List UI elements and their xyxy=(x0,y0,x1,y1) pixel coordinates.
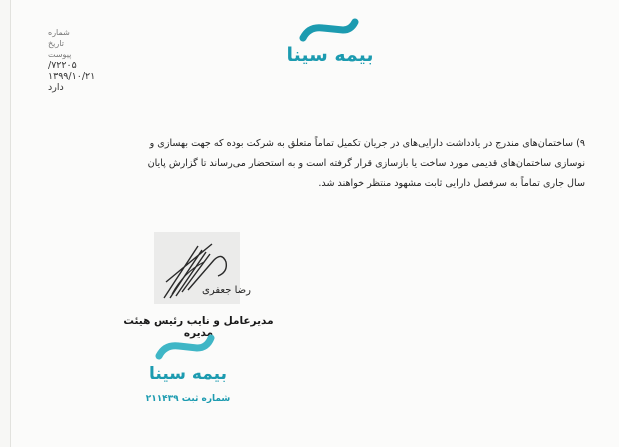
signer-name: رضا جعفری xyxy=(202,285,251,296)
attachment-value: دارد xyxy=(48,82,64,93)
letter-page xyxy=(10,0,619,447)
letter-meta xyxy=(48,27,138,93)
signer-title: مدیرعامل و نایب رئیس هیئت مدیره xyxy=(123,315,274,339)
stamp-logo-text: بیمه سینا xyxy=(149,364,227,384)
registration-number: شماره ثبت ۲۱۱۴۳۹ xyxy=(145,394,231,404)
date-value: ۱۳۹۹/۱۰/۲۱ xyxy=(48,71,96,82)
logo-text: بیمه سینا xyxy=(286,44,374,66)
date-label: تاریخ xyxy=(48,39,64,48)
attachment-label: پیوست xyxy=(48,50,72,59)
stamp-wave-icon xyxy=(155,334,215,362)
number-label: شماره xyxy=(48,28,70,37)
letter-paragraph: ۹) ساختمان‌های مندرج در یادداشت دارایی‌های در جریان تکمیل تماماً متعلق به شرکت بوده که جهت بهسازی و نوسازی ساختمان‌های قدیمی مورد ساخت یا بازسازی قرار گرفته است و به استحضار می‌رساند تا گزارش پایان سال جاری تماماً به سرفصل دارایی ثابت مشهود منتظر خواهند شد. xyxy=(147,138,585,189)
number-value: ۷۲۲۰۵/ xyxy=(48,60,77,71)
logo-wave-icon xyxy=(299,18,361,44)
company-logo xyxy=(275,18,385,66)
company-stamp xyxy=(133,334,243,410)
